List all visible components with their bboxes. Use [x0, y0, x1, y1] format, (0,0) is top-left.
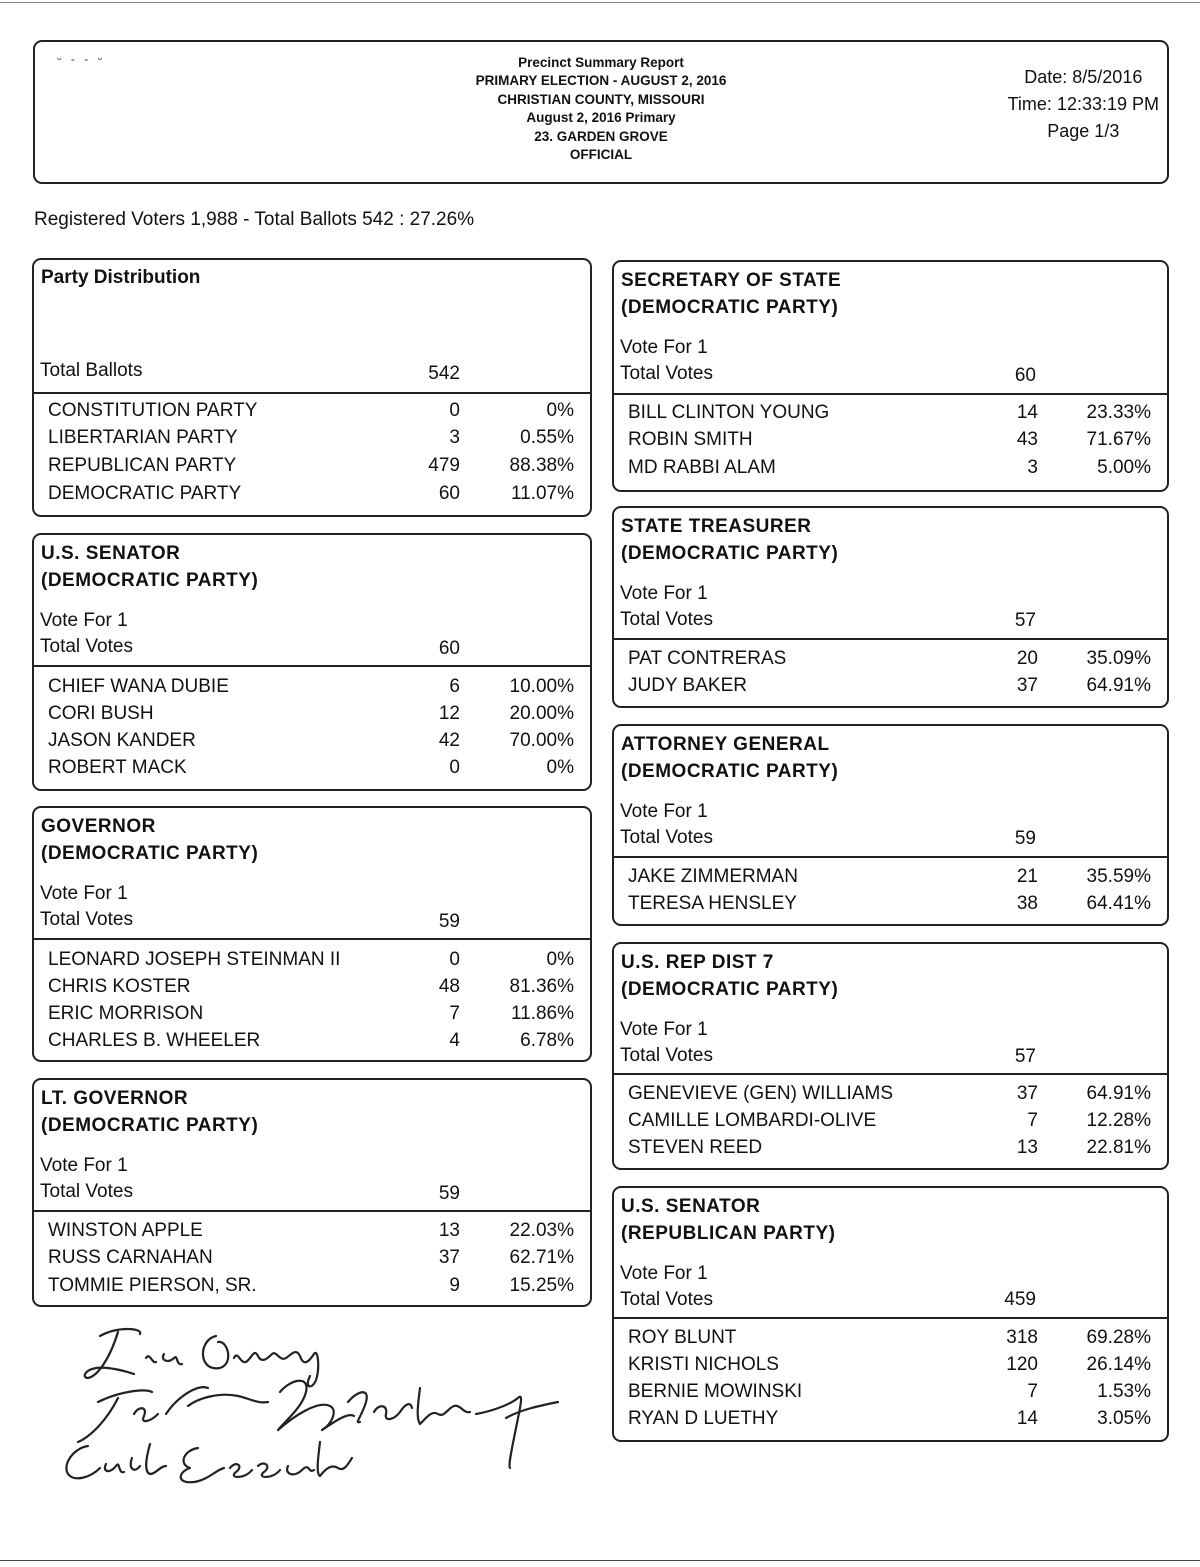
- race-box-lt-governor-dem: [32, 1078, 592, 1307]
- total-votes-label: Total Votes: [40, 1181, 133, 1202]
- vote-percent: 64.91%: [1086, 675, 1151, 696]
- vote-percent: 70.00%: [509, 730, 574, 751]
- vote-percent: 10.00%: [509, 676, 574, 697]
- precinct-name: 23. GARDEN GROVE: [534, 128, 668, 144]
- report-header: [33, 40, 1169, 184]
- vote-count: 7: [449, 1003, 460, 1024]
- vote-count: 14: [1016, 402, 1038, 423]
- vote-count: 60: [438, 483, 460, 504]
- race-title: U.S. SENATOR: [41, 543, 181, 564]
- race-party: (DEMOCRATIC PARTY): [41, 570, 259, 591]
- table-row: [48, 676, 574, 703]
- table-row: [48, 483, 574, 510]
- vote-count: 12: [438, 703, 460, 724]
- race-box-state-treasurer-dem: [612, 506, 1169, 708]
- vote-percent: 12.28%: [1086, 1110, 1151, 1131]
- candidate-name: CHIEF WANA DUBIE: [48, 676, 229, 697]
- vote-count: 120: [1006, 1354, 1038, 1375]
- table-row: [628, 675, 1151, 702]
- race-box-us-senator-dem: [32, 533, 592, 791]
- table-row: [628, 648, 1151, 675]
- race-party: (DEMOCRATIC PARTY): [621, 979, 839, 1000]
- vote-percent: 62.71%: [509, 1247, 574, 1268]
- vote-count: 37: [438, 1247, 460, 1268]
- vote-for-label: Vote For 1: [40, 883, 128, 904]
- race-party: (DEMOCRATIC PARTY): [41, 843, 259, 864]
- top-rule: [0, 2, 1200, 3]
- vote-for-label: Vote For 1: [620, 1019, 708, 1040]
- divider: [614, 856, 1167, 858]
- total-votes-label: Total Votes: [40, 909, 133, 930]
- candidate-name: RUSS CARNAHAN: [48, 1247, 213, 1268]
- total-votes-value: 59: [438, 911, 460, 932]
- table-row: [628, 402, 1151, 429]
- candidate-name: ROY BLUNT: [628, 1327, 737, 1348]
- total-ballots-label: Total Ballots: [40, 360, 143, 381]
- candidate-name: RYAN D LUETHY: [628, 1408, 779, 1429]
- vote-count: 7: [1027, 1110, 1038, 1131]
- candidate-name: LEONARD JOSEPH STEINMAN II: [48, 949, 341, 970]
- table-row: [48, 427, 574, 454]
- race-title: LT. GOVERNOR: [41, 1088, 189, 1109]
- divider: [614, 1317, 1167, 1319]
- vote-percent: 1.53%: [1097, 1381, 1151, 1402]
- table-row: [48, 949, 574, 976]
- race-title: ATTORNEY GENERAL: [621, 734, 830, 755]
- party-name: LIBERTARIAN PARTY: [48, 427, 238, 448]
- total-votes-value: 59: [1014, 828, 1036, 849]
- divider: [614, 393, 1167, 395]
- vote-percent: 0%: [546, 757, 574, 778]
- vote-count: 13: [438, 1220, 460, 1241]
- vote-count: 3: [1027, 457, 1038, 478]
- total-votes-label: Total Votes: [620, 827, 713, 848]
- table-row: [628, 1381, 1151, 1408]
- table-row: [48, 757, 574, 784]
- vote-percent: 0%: [546, 949, 574, 970]
- race-party: (DEMOCRATIC PARTY): [41, 1115, 259, 1136]
- divider: [34, 1210, 590, 1212]
- candidate-name: PAT CONTRERAS: [628, 648, 787, 669]
- table-row: [48, 730, 574, 757]
- divider: [34, 665, 590, 667]
- total-votes-value: 57: [1014, 1046, 1036, 1067]
- official-label: OFFICIAL: [569, 147, 633, 163]
- signature-3: [66, 1442, 352, 1482]
- table-row: [48, 703, 574, 730]
- candidate-name: JASON KANDER: [48, 730, 196, 751]
- table-row: [48, 976, 574, 1003]
- race-title: GOVERNOR: [41, 816, 156, 837]
- vote-percent: 0.55%: [520, 427, 574, 448]
- vote-count: 0: [449, 400, 460, 421]
- county-name: CHRISTIAN COUNTY, MISSOURI: [497, 91, 705, 107]
- table-row: [628, 1083, 1151, 1110]
- vote-for-label: Vote For 1: [620, 583, 708, 604]
- report-time: Time: 12:33:19 PM: [1007, 94, 1159, 114]
- vote-percent: 15.25%: [509, 1275, 574, 1296]
- table-row: [628, 1408, 1151, 1435]
- vote-count: 6: [449, 676, 460, 697]
- total-votes-value: 459: [1004, 1289, 1036, 1310]
- election-name: PRIMARY ELECTION - AUGUST 2, 2016: [475, 73, 727, 89]
- table-row: [48, 400, 574, 427]
- vote-count: 13: [1016, 1137, 1038, 1158]
- divider: [34, 392, 590, 394]
- table-row: [628, 1110, 1151, 1137]
- vote-count: 38: [1016, 893, 1038, 914]
- vote-percent: 35.59%: [1086, 866, 1151, 887]
- table-row: [628, 457, 1151, 484]
- vote-for-label: Vote For 1: [40, 610, 128, 631]
- vote-count: 37: [1016, 675, 1038, 696]
- table-row: [628, 1137, 1151, 1164]
- report-title: Precinct Summary Report: [518, 55, 684, 70]
- report-title-block: [35, 54, 1167, 164]
- total-votes-label: Total Votes: [620, 1045, 713, 1066]
- race-title: SECRETARY OF STATE: [621, 270, 842, 291]
- candidate-name: TERESA HENSLEY: [628, 893, 797, 914]
- candidate-name: MD RABBI ALAM: [628, 457, 776, 478]
- candidate-name: CAMILLE LOMBARDI-OLIVE: [628, 1110, 877, 1131]
- race-title: U.S. SENATOR: [621, 1196, 761, 1217]
- race-party: (REPUBLICAN PARTY): [621, 1223, 836, 1244]
- vote-count: 14: [1016, 1408, 1038, 1429]
- total-votes-value: 57: [1014, 610, 1036, 631]
- vote-count: 21: [1016, 866, 1038, 887]
- divider: [614, 638, 1167, 640]
- box-title: Party Distribution: [41, 267, 201, 288]
- table-row: [628, 866, 1151, 893]
- party-name: DEMOCRATIC PARTY: [48, 483, 242, 504]
- candidate-name: JUDY BAKER: [628, 675, 747, 696]
- vote-count: 318: [1006, 1327, 1038, 1348]
- vote-percent: 0%: [546, 400, 574, 421]
- table-row: [628, 1354, 1151, 1381]
- vote-count: 4: [449, 1030, 460, 1051]
- race-box-us-senator-rep: [612, 1186, 1169, 1442]
- vote-count: 20: [1016, 648, 1038, 669]
- race-party: (DEMOCRATIC PARTY): [621, 543, 839, 564]
- vote-count: 37: [1016, 1083, 1038, 1104]
- vote-percent: 64.41%: [1086, 893, 1151, 914]
- table-row: [628, 1327, 1151, 1354]
- vote-percent: 35.09%: [1086, 648, 1151, 669]
- vote-count: 3: [449, 427, 460, 448]
- vote-percent: 3.05%: [1097, 1408, 1151, 1429]
- candidate-name: JAKE ZIMMERMAN: [628, 866, 798, 887]
- candidate-name: BILL CLINTON YOUNG: [628, 402, 830, 423]
- vote-percent: 11.86%: [510, 1003, 574, 1024]
- candidate-name: TOMMIE PIERSON, SR.: [48, 1275, 257, 1296]
- divider: [34, 938, 590, 940]
- table-row: [48, 1247, 574, 1274]
- race-title: STATE TREASURER: [621, 516, 812, 537]
- vote-count: 43: [1016, 429, 1038, 450]
- table-row: [48, 455, 574, 482]
- total-votes-value: 59: [438, 1183, 460, 1204]
- table-row: [48, 1275, 574, 1302]
- vote-percent: 81.36%: [509, 976, 574, 997]
- report-meta: [1008, 64, 1159, 145]
- vote-for-label: Vote For 1: [40, 1155, 128, 1176]
- bottom-rule: [0, 1560, 1200, 1561]
- total-votes-value: 60: [1014, 365, 1036, 386]
- race-box-us-rep-dist-7-dem: [612, 942, 1169, 1170]
- vote-count: 7: [1027, 1381, 1038, 1402]
- vote-count: 479: [428, 455, 460, 476]
- vote-count: 48: [438, 976, 460, 997]
- race-title: U.S. REP DIST 7: [621, 952, 774, 973]
- race-party: (DEMOCRATIC PARTY): [621, 761, 839, 782]
- vote-percent: 26.14%: [1086, 1354, 1151, 1375]
- vote-percent: 22.03%: [509, 1220, 574, 1241]
- vote-for-label: Vote For 1: [620, 801, 708, 822]
- registered-voters-line: Registered Voters 1,988 - Total Ballots 542 : 27.26%: [34, 209, 475, 230]
- handwritten-signatures: [48, 1318, 608, 1498]
- total-votes-label: Total Votes: [620, 363, 713, 384]
- race-box-attorney-general-dem: [612, 724, 1169, 926]
- candidate-name: CORI BUSH: [48, 703, 154, 724]
- vote-count: 9: [449, 1275, 460, 1296]
- candidate-name: ERIC MORRISON: [48, 1003, 204, 1024]
- vote-count: 0: [449, 757, 460, 778]
- vote-percent: 23.33%: [1086, 402, 1151, 423]
- table-row: [48, 1003, 574, 1030]
- party-name: REPUBLICAN PARTY: [48, 455, 237, 476]
- vote-percent: 5.00%: [1097, 457, 1151, 478]
- table-row: [628, 429, 1151, 456]
- total-votes-label: Total Votes: [40, 636, 133, 657]
- signature-1: [85, 1329, 318, 1386]
- vote-percent: 69.28%: [1086, 1327, 1151, 1348]
- candidate-name: ROBIN SMITH: [628, 429, 753, 450]
- candidate-name: STEVEN REED: [628, 1137, 763, 1158]
- candidate-name: KRISTI NICHOLS: [628, 1354, 779, 1375]
- vote-for-label: Vote For 1: [620, 337, 708, 358]
- vote-percent: 20.00%: [509, 703, 574, 724]
- race-party: (DEMOCRATIC PARTY): [621, 297, 839, 318]
- total-ballots-value: 542: [428, 363, 460, 384]
- vote-percent: 6.78%: [520, 1030, 574, 1051]
- table-row: [48, 1220, 574, 1247]
- page-number: Page 1/3: [1047, 121, 1120, 141]
- candidate-name: CHARLES B. WHEELER: [48, 1030, 261, 1051]
- vote-count: 0: [449, 949, 460, 970]
- header-scan-marks: ᵕ - - ᵕ: [57, 52, 106, 66]
- vote-percent: 22.81%: [1086, 1137, 1151, 1158]
- candidate-name: GENEVIEVE (GEN) WILLIAMS: [628, 1083, 893, 1104]
- vote-percent: 88.38%: [509, 455, 574, 476]
- total-votes-label: Total Votes: [620, 1289, 713, 1310]
- vote-percent: 71.67%: [1086, 429, 1151, 450]
- total-votes-label: Total Votes: [620, 609, 713, 630]
- vote-for-label: Vote For 1: [620, 1263, 708, 1284]
- party-distribution-box: [32, 258, 592, 517]
- party-name: CONSTITUTION PARTY: [48, 400, 258, 421]
- election-date: August 2, 2016 Primary: [526, 110, 676, 126]
- candidate-name: BERNIE MOWINSKI: [628, 1381, 803, 1402]
- candidate-name: WINSTON APPLE: [48, 1220, 203, 1241]
- vote-percent: 64.91%: [1086, 1083, 1151, 1104]
- candidate-name: ROBERT MACK: [48, 757, 187, 778]
- report-date: Date: 8/5/2016: [1024, 67, 1143, 87]
- race-box-governor-dem: [32, 806, 592, 1062]
- total-votes-value: 60: [438, 638, 460, 659]
- divider: [614, 1073, 1167, 1075]
- table-row: [628, 893, 1151, 920]
- race-box-secretary-of-state-dem: [612, 260, 1169, 492]
- table-row: [48, 1030, 574, 1057]
- candidate-name: CHRIS KOSTER: [48, 976, 191, 997]
- vote-count: 42: [438, 730, 460, 751]
- vote-percent: 11.07%: [510, 483, 574, 504]
